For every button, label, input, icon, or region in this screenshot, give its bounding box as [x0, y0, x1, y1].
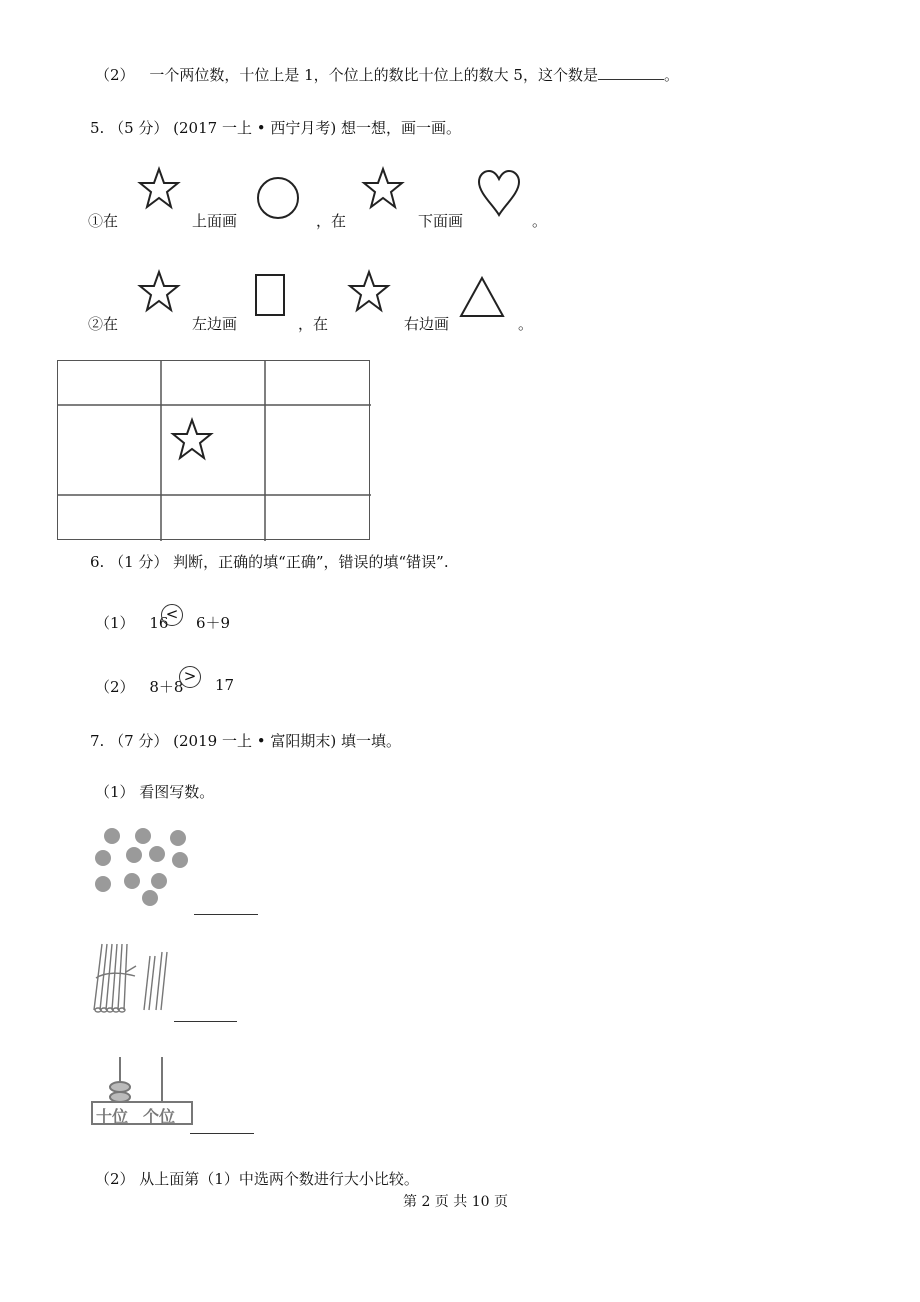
q5-row2-text3: 右边画	[404, 315, 450, 333]
q6-part2-number: （2）	[95, 678, 135, 696]
star-icon	[138, 270, 180, 314]
q5-row2-end: 。	[518, 315, 534, 333]
comparison-symbol: <	[165, 605, 179, 623]
q5-row1-text1: 上面画	[192, 212, 238, 230]
dots-answer-blank[interactable]	[194, 900, 258, 915]
star-icon	[362, 167, 404, 211]
rectangle-icon	[253, 272, 287, 318]
q5-row1-text3: 下面画	[418, 212, 464, 230]
q6-part1	[95, 612, 168, 633]
star-icon	[171, 418, 213, 462]
greater-than-circle-icon	[179, 666, 201, 688]
q5-row1-prefix: ①在	[88, 212, 119, 230]
circle-icon	[255, 175, 301, 221]
q4-part2-text: 一个两位数，十位上是 1，个位上的数比十位上的数大 5，这个数是	[149, 66, 598, 84]
q5-row2-text1: 左边画	[192, 315, 238, 333]
q6-part2	[95, 676, 183, 697]
q6-header: 6. （1 分） 判断，正确的填“正确”，错误的填“错误”.	[90, 553, 449, 571]
q4-part2-line	[95, 64, 679, 85]
drawing-grid[interactable]	[57, 360, 370, 540]
q7-part2: （2） 从上面第（1）中选两个数进行大小比较。	[95, 1170, 419, 1188]
q4-answer-blank[interactable]	[598, 65, 664, 80]
page-footer: 第 2 页 共 10 页	[403, 1194, 508, 1210]
q6-part1-right: 6＋9	[196, 614, 231, 632]
q5-row2-text2: ，在	[298, 315, 329, 333]
triangle-icon	[458, 275, 506, 319]
dots-picture	[90, 826, 200, 911]
q5-row1-end: 。	[532, 212, 548, 230]
q4-part2-number: （2）	[95, 66, 135, 84]
q4-part2-end: 。	[663, 66, 679, 84]
abacus-label-tens: 十位	[96, 1107, 129, 1126]
heart-icon	[477, 169, 521, 219]
abacus-answer-blank[interactable]	[190, 1119, 254, 1134]
q5-row1-text2: ，在	[316, 212, 347, 230]
star-icon	[348, 270, 390, 314]
q6-part2-right: 17	[215, 676, 235, 694]
sticks-bundle-picture	[90, 938, 172, 1018]
abacus-label-ones: 个位	[143, 1107, 176, 1126]
q7-part1: （1） 看图写数。	[95, 783, 215, 801]
q6-part1-left: 16	[149, 614, 169, 632]
q5-row2-prefix: ②在	[88, 315, 119, 333]
q6-part1-number: （1）	[95, 614, 135, 632]
q7-header: 7. （7 分） (2019 一上 • 富阳期末) 填一填。	[90, 732, 401, 750]
q6-part2-left: 8＋8	[149, 678, 184, 696]
q5-header: 5. （5 分） (2017 一上 • 西宁月考) 想一想，画一画。	[90, 119, 461, 137]
grid-lines	[58, 361, 371, 541]
less-than-circle-icon	[161, 604, 183, 626]
sticks-answer-blank[interactable]	[174, 1007, 237, 1022]
star-icon	[138, 167, 180, 211]
comparison-symbol: >	[183, 667, 197, 685]
